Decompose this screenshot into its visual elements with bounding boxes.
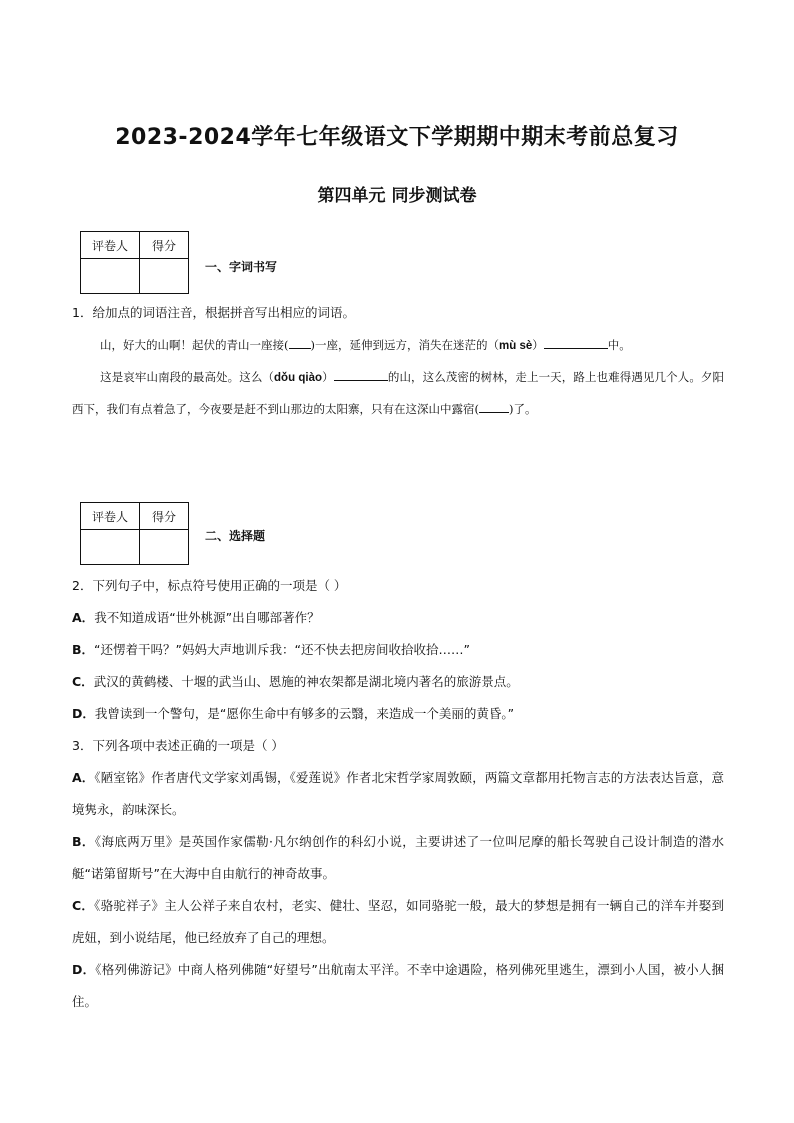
- option-b[interactable]: B．“还愣着干吗？”妈妈大声地训斥我：“还不快去把房间收拾收拾……”: [72, 642, 470, 657]
- answer-blank[interactable]: [479, 400, 509, 413]
- score-label: 得分: [140, 503, 189, 530]
- q1-passage: [72, 330, 724, 425]
- page-subtitle: 第四单元 同步测试卷: [317, 186, 477, 206]
- section-heading-1: 一、字词书写: [205, 260, 278, 274]
- question-number: 1．: [72, 305, 93, 320]
- option-c[interactable]: C．武汉的黄鹤楼、十堰的武当山、恩施的神农架都是湖北境内著名的旅游景点。: [72, 674, 519, 689]
- answer-blank[interactable]: [289, 336, 311, 349]
- option-d[interactable]: D．我曾读到一个警句，是“愿你生命中有够多的云翳，来造成一个美丽的黄昏。”: [72, 706, 515, 721]
- question-stem: 2．下列句子中，标点符号使用正确的一项是（ ）: [72, 578, 347, 593]
- page-title: 2023-2024学年七年级语文下学期期中期末考前总复习: [115, 125, 679, 150]
- answer-blank[interactable]: [334, 368, 388, 381]
- score-cell[interactable]: [140, 259, 189, 294]
- answer-blank[interactable]: [544, 336, 608, 349]
- question-1: [72, 304, 724, 321]
- score-table-1: [80, 231, 189, 294]
- option-d[interactable]: D．《格列佛游记》中商人格列佛随“好望号”出航南太平洋。不幸中途遇险，格列佛死里逃生，漂到小人国，被小人捆住。: [72, 962, 724, 1009]
- grader-label: 评卷人: [81, 503, 140, 530]
- pinyin: mù sè: [499, 340, 533, 352]
- question-3-stem: 3．下列各项中表述正确的一项是（ ）: [72, 738, 284, 753]
- score-table-2: [80, 502, 189, 565]
- option-c[interactable]: C．《骆驼祥子》主人公祥子来自农村，老实、健壮、坚忍，如同骆驼一般，最大的梦想是拥有一辆自己的洋车并娶到虎妞，到小说结尾，他已经放弃了自己的理想。: [72, 898, 724, 945]
- grader-label: 评卷人: [81, 232, 140, 259]
- grader-cell[interactable]: [81, 530, 140, 565]
- score-cell[interactable]: [140, 530, 189, 565]
- question-2: [72, 570, 724, 1018]
- section-heading-2: 二、选择题: [205, 529, 266, 543]
- option-a[interactable]: A．《陋室铭》作者唐代文学家刘禹锡，《爱莲说》作者北宋哲学家周敦颐，两篇文章都用托物言志的方法表达旨意，意境隽永，韵味深长。: [72, 770, 724, 817]
- passage-paragraph-2: 这是哀牢山南段的最高处。这么（dǒu qiào） 的山，这么茂密的树林，走上一天，路上也难得遇见几个人。夕阳西下，我们有点着急了，今夜要是赶不到山那边的太阳寨，只有在这深山中露宿( )了。: [72, 370, 725, 416]
- score-label: 得分: [140, 232, 189, 259]
- option-a[interactable]: A．我不知道成语“世外桃源”出自哪部著作？: [72, 610, 320, 625]
- option-b[interactable]: B．《海底两万里》是英国作家儒勒·凡尔纳创作的科幻小说，主要讲述了一位叫尼摩的船长驾驶自己设计制造的潜水艇“诺第留斯号”在大海中自由航行的神奇故事。: [72, 834, 724, 881]
- passage-paragraph-1: 山，好大的山啊！起伏的青山一座接( )一座，延伸到远方，消失在迷茫的（mù sè） 中。: [100, 338, 631, 352]
- question-prompt: 给加点的词语注音，根据拼音写出相应的词语。: [92, 305, 355, 320]
- pinyin: dǒu qiào: [274, 372, 323, 384]
- grader-cell[interactable]: [81, 259, 140, 294]
